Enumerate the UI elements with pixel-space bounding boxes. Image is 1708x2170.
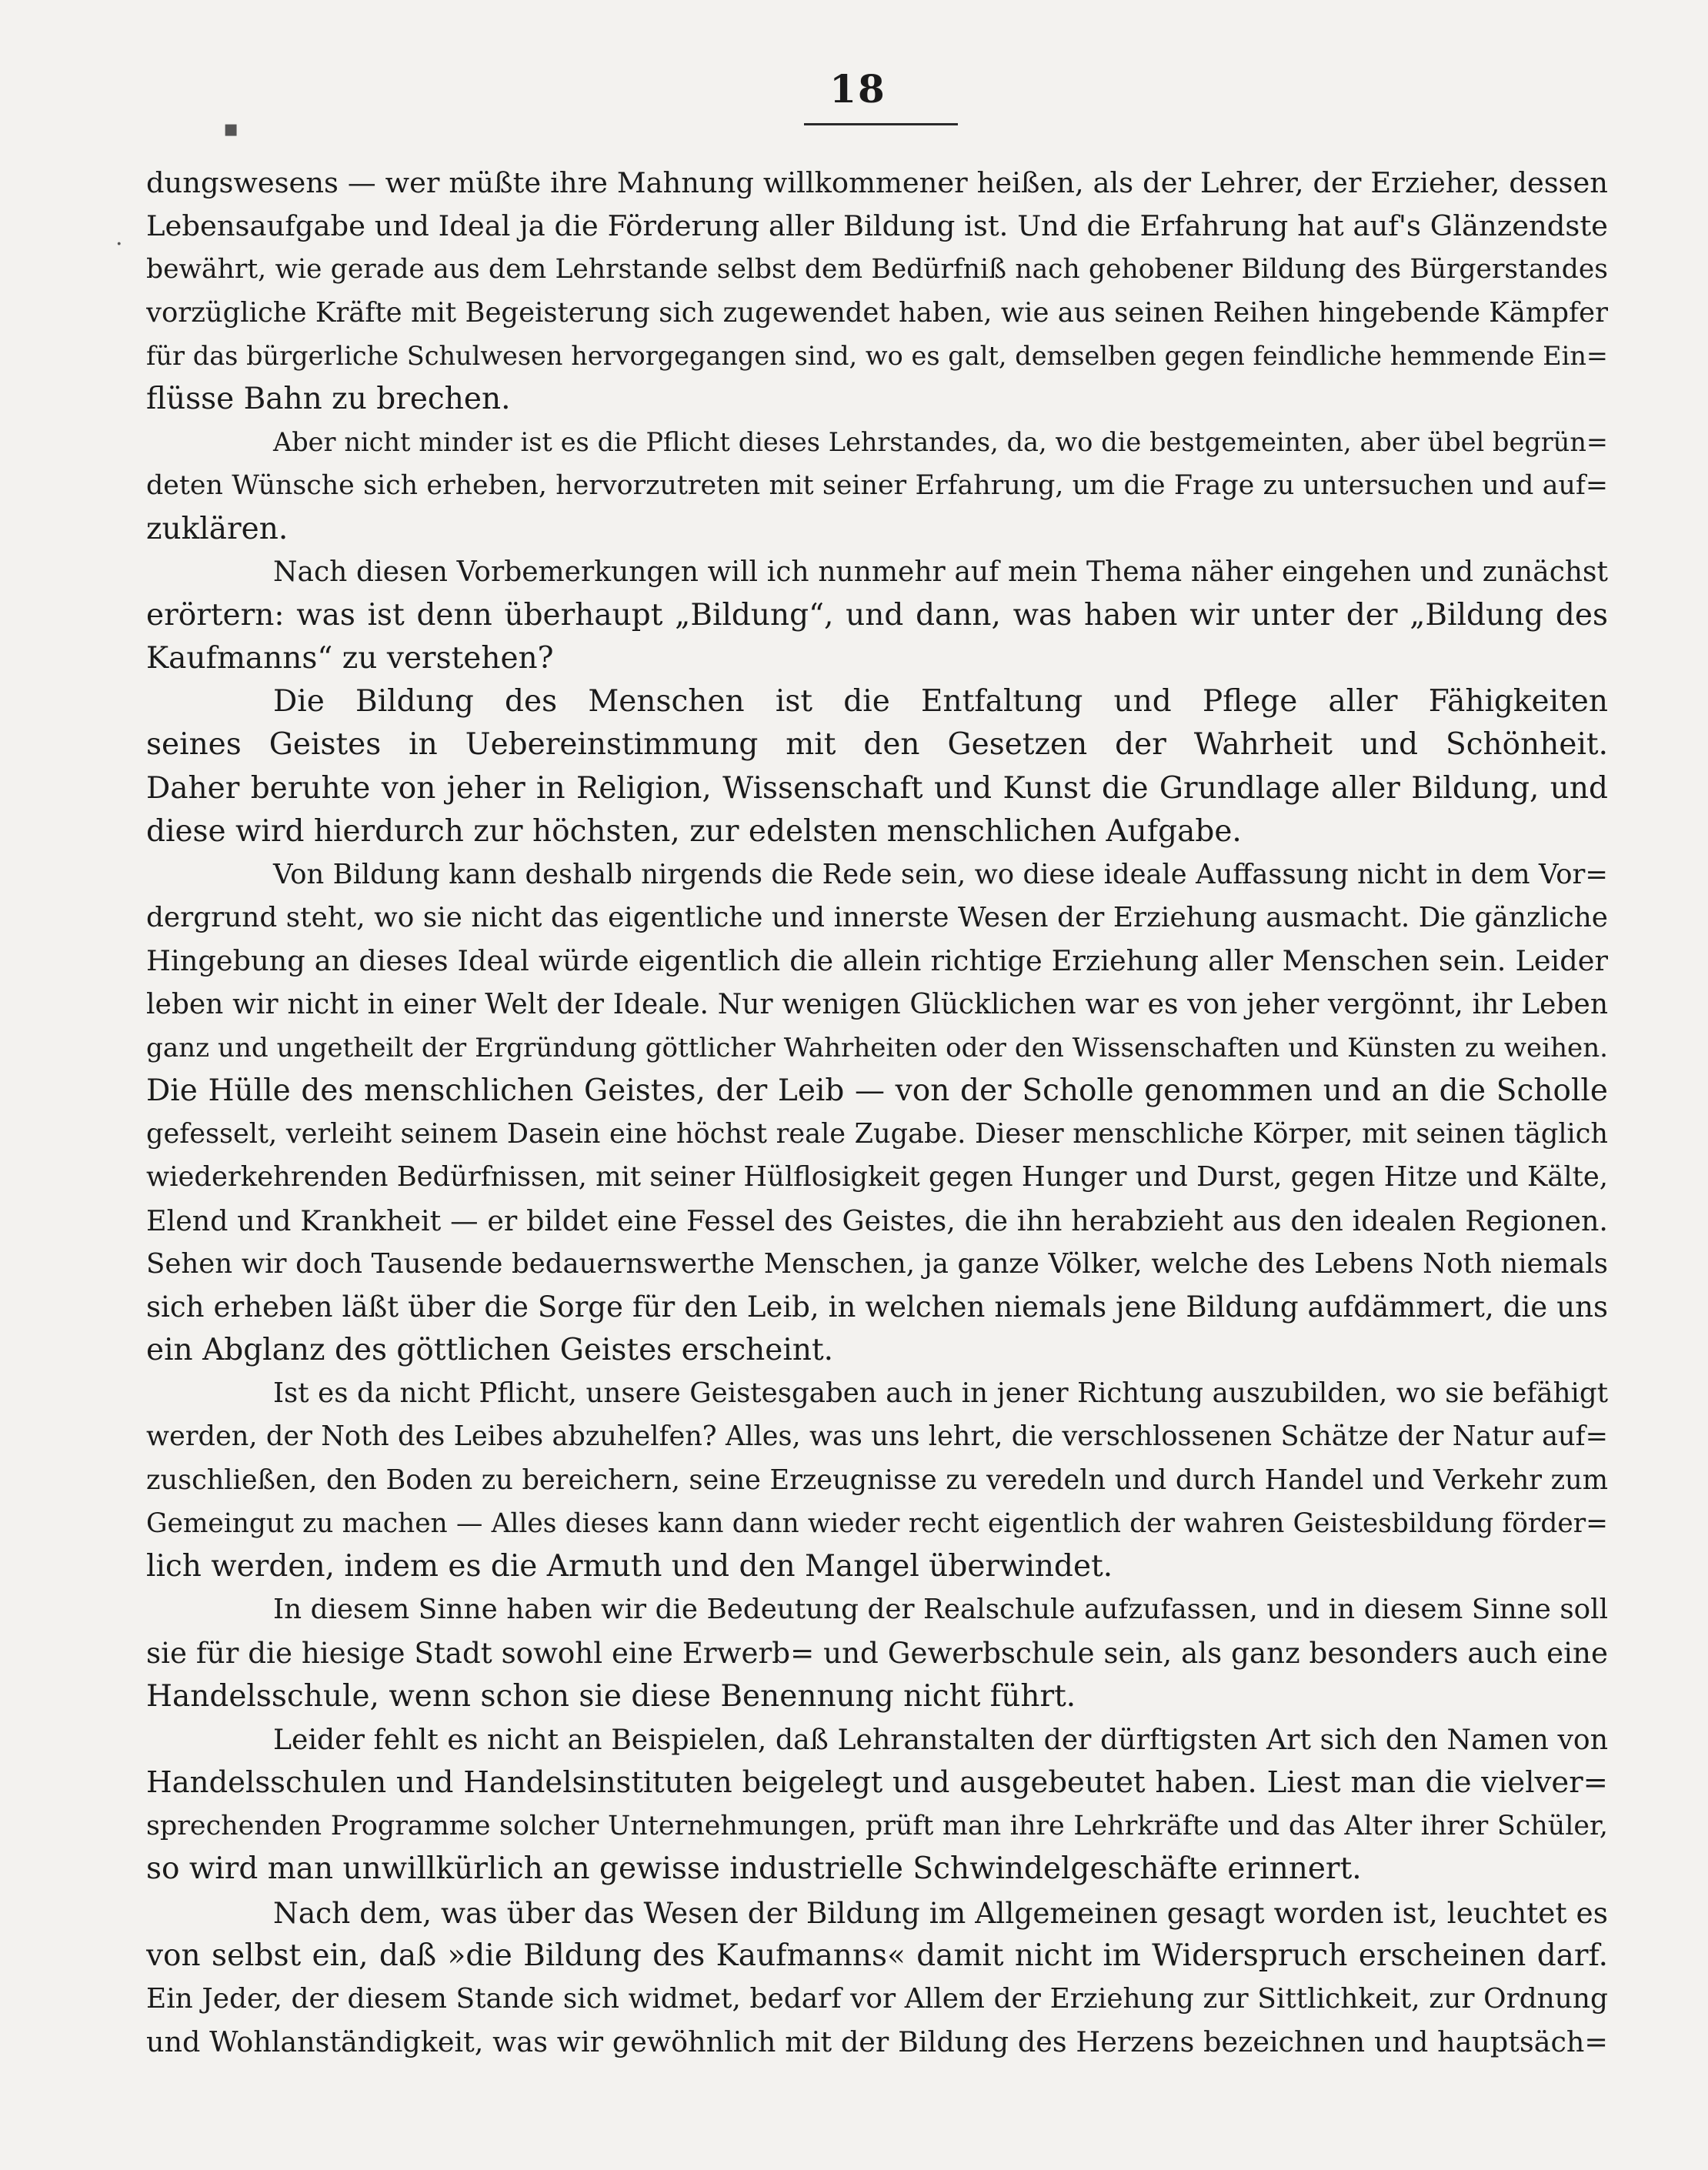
text-line: seines Geistes in Uebereinstimmung mit den Gesetzen der Wahrheit und Schönheit.	[146, 727, 1608, 763]
text-line: und Wohlanständigkeit, was wir gewöhnlich mit der Bildung des Herzens bezeichnen und hauptsäch=	[146, 2025, 1608, 2059]
text-line: Die Hülle des menschlichen Geistes, der Leib — von der Scholle genommen und an die Scholle	[146, 1073, 1608, 1108]
text-line: zuklären.	[146, 511, 289, 546]
text-line: Handelsschulen und Handelsinstituten beigelegt und ausgebeutet haben. Liest man die vielver=	[146, 1764, 1608, 1800]
page-number: 18	[829, 66, 886, 112]
text-line: sich erheben läßt über die Sorge für den Leib, in welchen niemals jene Bildung aufdämmert, die uns	[146, 1290, 1608, 1324]
text-line: Handelsschule, wenn schon sie diese Benennung nicht führt.	[146, 1678, 1076, 1714]
text-line: Aber nicht minder ist es die Pflicht dieses Lehrstandes, da, wo die bestgemeinten, aber übel begrün=	[273, 427, 1608, 458]
text-line: sie für die hiesige Stadt sowohl eine Erwerb= und Gewerbschule sein, als ganz besonders auch eine	[146, 1636, 1608, 1671]
text-line: Hingebung an dieses Ideal würde eigentlich die allein richtige Erziehung aller Menschen sein. Leider	[146, 944, 1608, 978]
text-line: wiederkehrenden Bedürfnissen, mit seiner Hülflosigkeit gegen Hunger und Durst, gegen Hitze und Kälte,	[146, 1161, 1608, 1194]
text-line: Gemeingut zu machen — Alles dieses kann dann wieder recht eigentlich der wahren Geistesbildung förder=	[146, 1507, 1608, 1539]
text-line: vorzügliche Kräfte mit Begeisterung sich zugewendet haben, wie aus seinen Reihen hingebende Kämpfer	[146, 296, 1608, 329]
text-line: bewährt, wie gerade aus dem Lehrstande selbst dem Bedürfniß nach gehobener Bildung des Bürgerstandes	[146, 254, 1608, 285]
text-line: Sehen wir doch Tausende bedauernswerthe Menschen, ja ganze Völker, welche des Lebens Noth niemals	[146, 1247, 1608, 1280]
text-line: zuschließen, den Boden zu bereichern, seine Erzeugnisse zu veredeln und durch Handel und Verkehr zum	[146, 1464, 1608, 1496]
text-line: Kaufmanns“ zu verstehen?	[146, 641, 554, 676]
text-line: lich werden, indem es die Armuth und den Mangel überwindet.	[146, 1549, 1113, 1584]
text-line: Ist es da nicht Pflicht, unsere Geistesgaben auch in jener Richtung auszubilden, wo sie befähigt	[273, 1377, 1608, 1410]
text-line: gefesselt, verleiht seinem Dasein eine höchst reale Zugabe. Dieser menschliche Körper, mit seinen täglich	[146, 1118, 1608, 1150]
text-line: Die Bildung des Menschen ist die Entfaltung und Pflege aller Fähigkeiten	[273, 684, 1608, 719]
text-line: Von Bildung kann deshalb nirgends die Rede sein, wo diese ideale Auffassung nicht in dem Vor=	[273, 859, 1608, 890]
text-line: erörtern: was ist denn überhaupt „Bildung“, und dann, was haben wir unter der „Bildung des	[146, 597, 1608, 633]
text-line: so wird man unwillkürlich an gewisse industrielle Schwindelgeschäfte erinnert.	[146, 1851, 1362, 1887]
body-text	[146, 162, 1608, 2064]
text-line: flüsse Bahn zu brechen.	[146, 381, 511, 416]
text-line: leben wir nicht in einer Welt der Ideale. Nur wenigen Glücklichen war es von jeher vergönnt, ihr Leben	[146, 988, 1608, 1020]
text-line: Elend und Krankheit — er bildet eine Fessel des Geistes, die ihn herabzieht aus den idealen Regionen.	[146, 1204, 1608, 1237]
text-line: dungswesens — wer müßte ihre Mahnung willkommener heißen, als der Lehrer, der Erzieher, dessen	[146, 166, 1608, 199]
text-line: Nach dem, was über das Wesen der Bildung im Allgemeinen gesagt worden ist, leuchtet es	[273, 1895, 1608, 1930]
text-line: ein Abglanz des göttlichen Geistes erscheint.	[146, 1333, 834, 1368]
text-line: Nach diesen Vorbemerkungen will ich nunmehr auf mein Thema näher eingehen und zunächst	[273, 556, 1608, 588]
text-line: Lebensaufgabe und Ideal ja die Förderung aller Bildung ist. Und die Erfahrung hat auf's Glänzendste	[146, 209, 1608, 243]
text-line: Daher beruhte von jeher in Religion, Wissenschaft und Kunst die Grundlage aller Bildung, und	[146, 770, 1608, 806]
text-line: Leider fehlt es nicht an Beispielen, daß Lehranstalten der dürftigsten Art sich den Namen von	[273, 1722, 1608, 1756]
text-line: für das bürgerliche Schulwesen hervorgegangen sind, wo es galt, demselben gegen feindliche hemmende Ein=	[146, 340, 1608, 371]
text-line: deten Wünsche sich erheben, hervorzutreten mit seiner Erfahrung, um die Frage zu untersuchen und auf=	[146, 470, 1608, 502]
text-line: werden, der Noth des Leibes abzuhelfen? Alles, was uns lehrt, die verschlossenen Schätze der Natur auf=	[146, 1421, 1608, 1453]
text-line: von selbst ein, daß »die Bildung des Kaufmanns« damit nicht im Widerspruch erscheinen darf.	[146, 1938, 1608, 1973]
text-line: ganz und ungetheilt der Ergründung göttlicher Wahrheiten oder den Wissenschaften und Künsten zu weihen.	[146, 1032, 1608, 1063]
text-line: diese wird hierdurch zur höchsten, zur edelsten menschlichen Aufgabe.	[146, 813, 1242, 849]
margin-mark: ▪	[223, 115, 239, 142]
text-line: Ein Jeder, der diesem Stande sich widmet, bedarf vor Allem der Erziehung zur Sittlichkeit, zur Ordnung	[146, 1982, 1608, 2015]
text-line: dergrund steht, wo sie nicht das eigentliche und innerste Wesen der Erziehung ausmacht. Die gänzliche	[146, 902, 1608, 934]
margin-mark: ·	[115, 231, 123, 258]
text-line: sprechenden Programme solcher Unternehmungen, prüft man ihre Lehrkräfte und das Alter ihrer Schüler,	[146, 1811, 1608, 1842]
page-number-rule	[804, 123, 958, 125]
text-line: In diesem Sinne haben wir die Bedeutung der Realschule aufzufassen, und in diesem Sinne soll	[273, 1594, 1608, 1626]
